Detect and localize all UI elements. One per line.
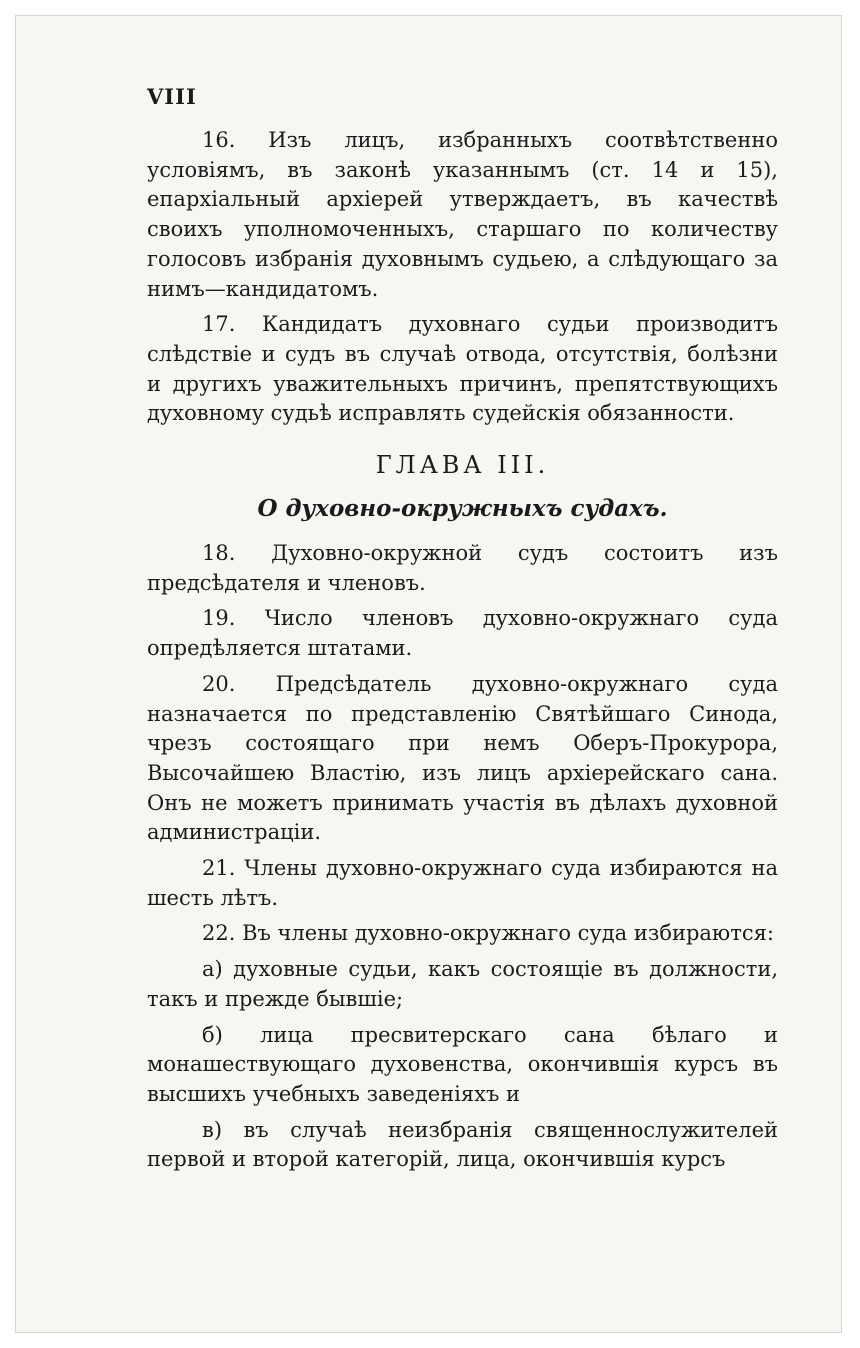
chapter-title: О духовно-окружныхъ судахъ. [257, 495, 668, 523]
document-page [15, 15, 842, 1333]
page-body [147, 120, 778, 1175]
paragraph-21: 21. Члены духовно-окружнаго суда избираются на шесть лѣтъ. [147, 856, 778, 910]
list-item-a: а) духовные судьи, какъ состоящіе въ должности, такъ и прежде бывшіе; [147, 957, 778, 1011]
page-number: VIII [147, 84, 197, 109]
paragraph-19: 19. Число членовъ духовно-окружнаго суда опредѣляется штатами. [147, 606, 778, 661]
list-item-v: в) въ случаѣ неизбранія священнослужителей первой и второй категорій, лица, окончившія курсъ [147, 1117, 778, 1172]
paragraph-20: 20. Предсѣдатель духовно-окружнаго суда назначается по представленію Святѣйшаго Синода, чрезъ состоящаго при немъ Оберъ-Прокурора, Высочайшею Властію, изъ лицъ архіерейскаго сана. Онъ не можетъ принимать участія въ дѣлахъ духовной администраціи. [147, 671, 778, 845]
paragraph-22: 22. Въ члены духовно-окружнаго суда избираются: [202, 921, 774, 946]
paragraph-16: 16. Изъ лицъ, избранныхъ соотвѣтственно условіямъ, въ законѣ указаннымъ (ст. 14 и 15), епархіальный архіерей утверждаетъ, въ качествѣ своихъ уполномоченныхъ, старшаго по количеству голосовъ избранія духовнымъ судьею, а слѣдующаго за нимъ—кандидатомъ. [147, 128, 778, 301]
paragraph-18: 18. Духовно-окружной судъ состоитъ изъ предсѣдателя и членовъ. [147, 541, 778, 595]
chapter-heading: ГЛАВА III. [375, 451, 550, 480]
list-item-b: б) лица пресвитерскаго сана бѣлаго и монашествующаго духовенства, окончившія курсъ въ высшихъ учебныхъ заведеніяхъ и [147, 1022, 778, 1106]
paragraph-17: 17. Кандидатъ духовнаго судьи производитъ слѣдствіе и судъ въ случаѣ отвода, отсутствія, болѣзни и другихъ уважительныхъ причинъ, препятствующихъ духовному судьѣ исправлять судейскія обязанности. [147, 312, 778, 426]
